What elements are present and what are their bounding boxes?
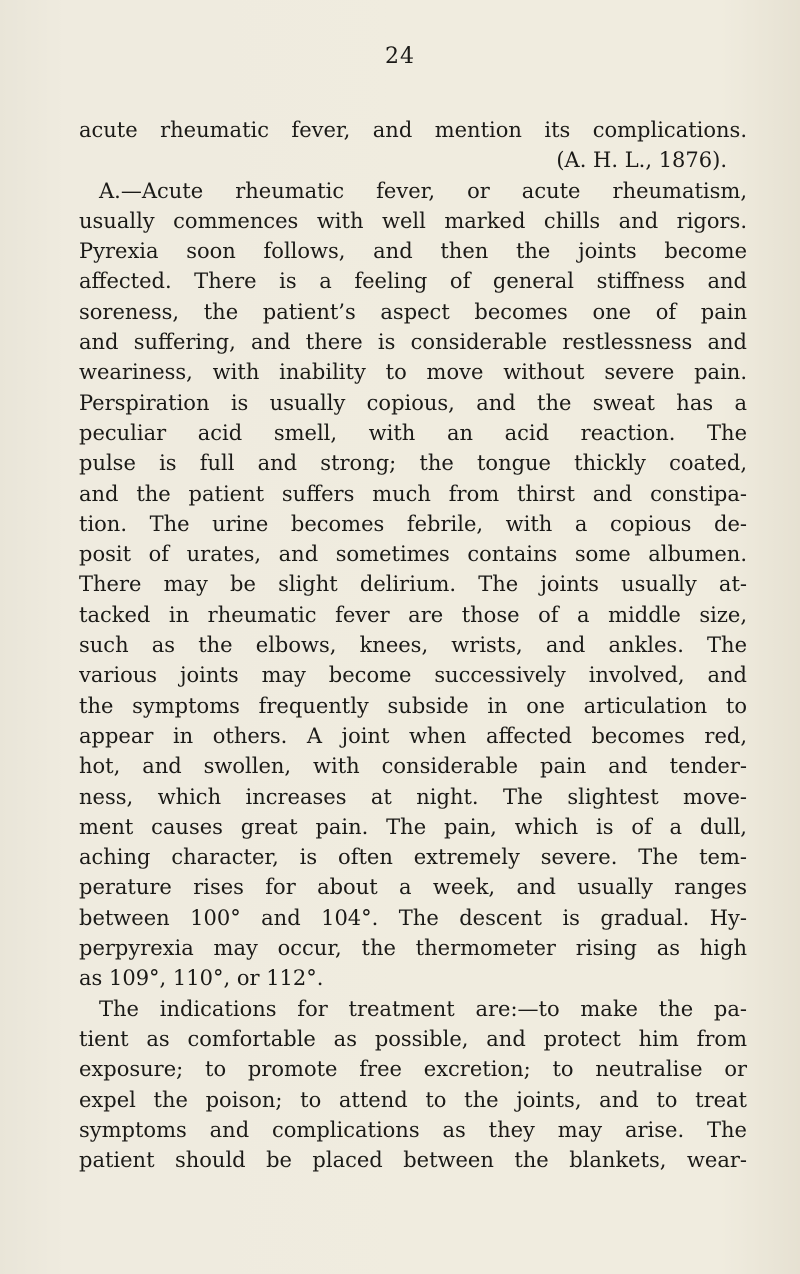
text-line: A.—Acute rheumatic fever, or acute rheumatism, [99, 178, 747, 203]
text-line: perpyrexia may occur, the thermometer rising as high [79, 936, 747, 961]
text-line: posit of urates, and sometimes contains some albumen. [79, 542, 747, 567]
text-line: aching character, is often extremely severe. The tem- [79, 845, 747, 870]
text-line: usually commences with well marked chills and rigors. [79, 208, 747, 233]
text-line: hot, and swollen, with considerable pain and tender- [79, 754, 747, 779]
text-line: ness, which increases at night. The slightest move- [79, 784, 747, 809]
text-line: tacked in rheumatic fever are those of a middle size, [79, 602, 747, 627]
text-line: as 109°, 110°, or 112°. [79, 966, 324, 991]
text-line: affected. There is a feeling of general stiffness and [79, 269, 747, 294]
text-line: various joints may become successively involved, and [79, 663, 747, 688]
text-line: expel the poison; to attend to the joints, and to treat [79, 1087, 747, 1112]
text-line: pulse is full and strong; the tongue thickly coated, [79, 451, 747, 476]
text-line: tion. The urine becomes febrile, with a copious de- [79, 511, 747, 536]
text-line: soreness, the patient’s aspect becomes one of pain [79, 299, 747, 324]
text-line: such as the elbows, knees, wrists, and ankles. The [79, 633, 747, 658]
body-text [79, 115, 747, 1175]
text-line: (A. H. L., 1876). [556, 148, 727, 173]
text-line: peculiar acid smell, with an acid reaction. The [79, 420, 747, 445]
text-line: The indications for treatment are:—to make the pa- [99, 996, 747, 1021]
text-line: patient should be placed between the blankets, wear- [79, 1148, 747, 1173]
text-line: appear in others. A joint when affected becomes red, [79, 723, 747, 748]
text-line: acute rheumatic fever, and mention its complications. [79, 118, 747, 142]
text-line: and the patient suffers much from thirst and constipa- [79, 481, 747, 506]
text-line: tient as comfortable as possible, and protect him from [79, 1026, 747, 1051]
text-line: Pyrexia soon follows, and then the joints become [79, 239, 747, 264]
text-line: between 100° and 104°. The descent is gradual. Hy- [79, 905, 747, 930]
text-line: and suffering, and there is considerable restlessness and [79, 330, 747, 355]
text-line: exposure; to promote free excretion; to neutralise or [79, 1057, 747, 1082]
text-line: There may be slight delirium. The joints usually at- [79, 572, 747, 597]
text-line: Perspiration is usually copious, and the sweat has a [79, 390, 747, 415]
text-line: ment causes great pain. The pain, which is of a dull, [79, 814, 747, 839]
page-number: 24 [385, 44, 415, 69]
text-line: weariness, with inability to move without severe pain. [79, 360, 747, 385]
text-line: perature rises for about a week, and usually ranges [79, 875, 747, 900]
text-line: symptoms and complications as they may arise. The [79, 1117, 747, 1142]
text-line: the symptoms frequently subside in one articulation to [79, 693, 747, 718]
